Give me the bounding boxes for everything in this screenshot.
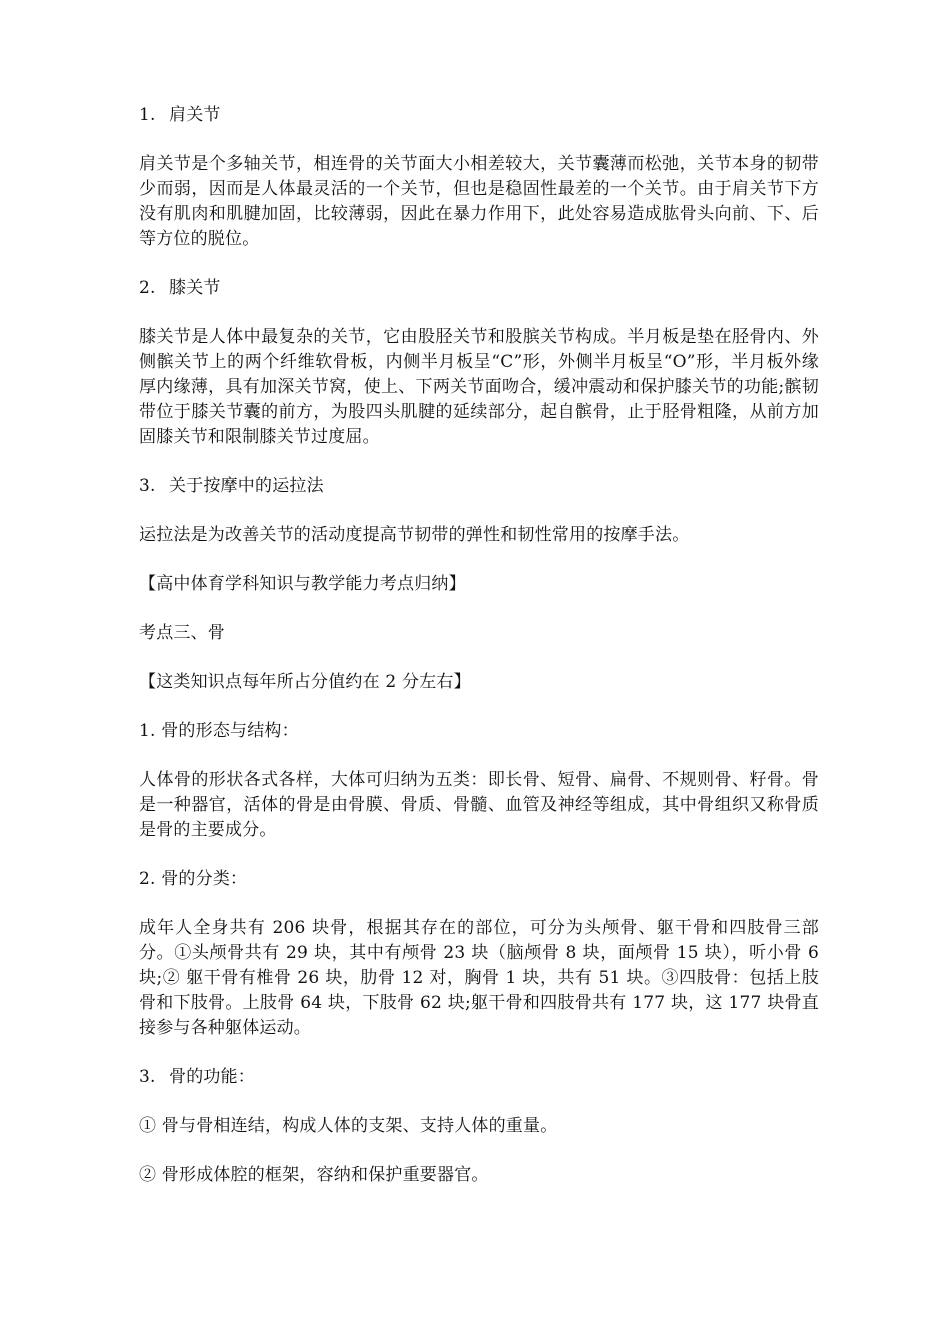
heading-text: 膝关节 <box>169 278 221 298</box>
section-title-bracket: 【高中体育学科知识与教学能力考点归纳】 <box>139 574 466 594</box>
heading-bone-function <box>139 1065 819 1090</box>
document-page <box>139 103 819 1212</box>
heading-number: 3. <box>139 476 156 496</box>
heading-shoulder-joint <box>139 103 819 128</box>
function-item-support: ① 骨与骨相连结，构成人体的支架、支持人体的重量。 <box>139 1116 558 1136</box>
paragraph-bone-structure: 人体骨的形状各式各样，大体可归纳为五类：即长骨、短骨、扁骨、不规则骨、籽骨。骨是一种器官，活体的骨是由骨膜、骨质、骨髓、血管及神经等组成，其中骨组织又称骨质是骨的主要成分。 <box>139 770 819 840</box>
heading-number: 3. <box>139 1067 156 1087</box>
heading-text: 肩关节 <box>169 105 221 125</box>
heading-massage-method <box>139 474 819 499</box>
paragraph-knee-joint: 膝关节是人体中最复杂的关节，它由股胫关节和股膑关节构成。半月板是垫在胫骨内、外侧髌关节上的两个纤维软骨板，内侧半月板呈“C”形，外侧半月板呈“O”形，半月板外缘厚内缘薄，具有加深关节窝，使上、下两关节面吻合，缓冲震动和保护膝关节的功能;髌韧带位于膝关节囊的前方，为股四头肌腱的延续部分，起自髌骨，止于胫骨粗隆，从前方加固膝关节和限制膝关节过度屈。 <box>139 327 820 447</box>
score-note: 【这类知识点每年所占分值约在 2 分左右】 <box>139 672 471 692</box>
heading-text: 关于按摩中的运拉法 <box>169 476 324 496</box>
section-title-bone: 考点三、骨 <box>139 623 225 643</box>
paragraph-shoulder-joint: 肩关节是个多轴关节，相连骨的关节面大小相差较大，关节囊薄而松弛，关节本身的韧带少而弱，因而是人体最灵活的一个关节，但也是稳固性最差的一个关节。由于肩关节下方没有肌肉和肌腱加固，比较薄弱，因此在暴力作用下，此处容易造成肱骨头向前、下、后等方位的脱位。 <box>139 154 819 249</box>
heading-text: 骨的功能： <box>169 1067 255 1087</box>
subheading-bone-structure: 1. 骨的形态与结构： <box>139 721 299 741</box>
heading-number: 1. <box>139 105 156 125</box>
paragraph-massage-method: 运拉法是为改善关节的活动度提高节韧带的弹性和韧性常用的按摩手法。 <box>139 525 690 545</box>
subheading-bone-classification: 2. 骨的分类： <box>139 869 248 889</box>
heading-number: 2. <box>139 278 156 298</box>
function-item-protect: ② 骨形成体腔的框架，容纳和保护重要器官。 <box>139 1165 489 1185</box>
paragraph-bone-classification: 成年人全身共有 206 块骨，根据其存在的部位，可分为头颅骨、躯干骨和四肢骨三部分。①头颅骨共有 29 块，其中有颅骨 23 块（脑颅骨 8 块，面颅骨 15 块），听小骨 6 块;② 躯干骨有椎骨 26 块，肋骨 12 对，胸骨 1 块，共有 51 块。③四肢骨：包括上肢骨和下肢骨。上肢骨 64 块，下肢骨 62 块;躯干骨和四肢骨共有 177 块，这 177 块骨直接参与各种躯体运动。 <box>139 918 819 1038</box>
heading-knee-joint <box>139 276 819 301</box>
